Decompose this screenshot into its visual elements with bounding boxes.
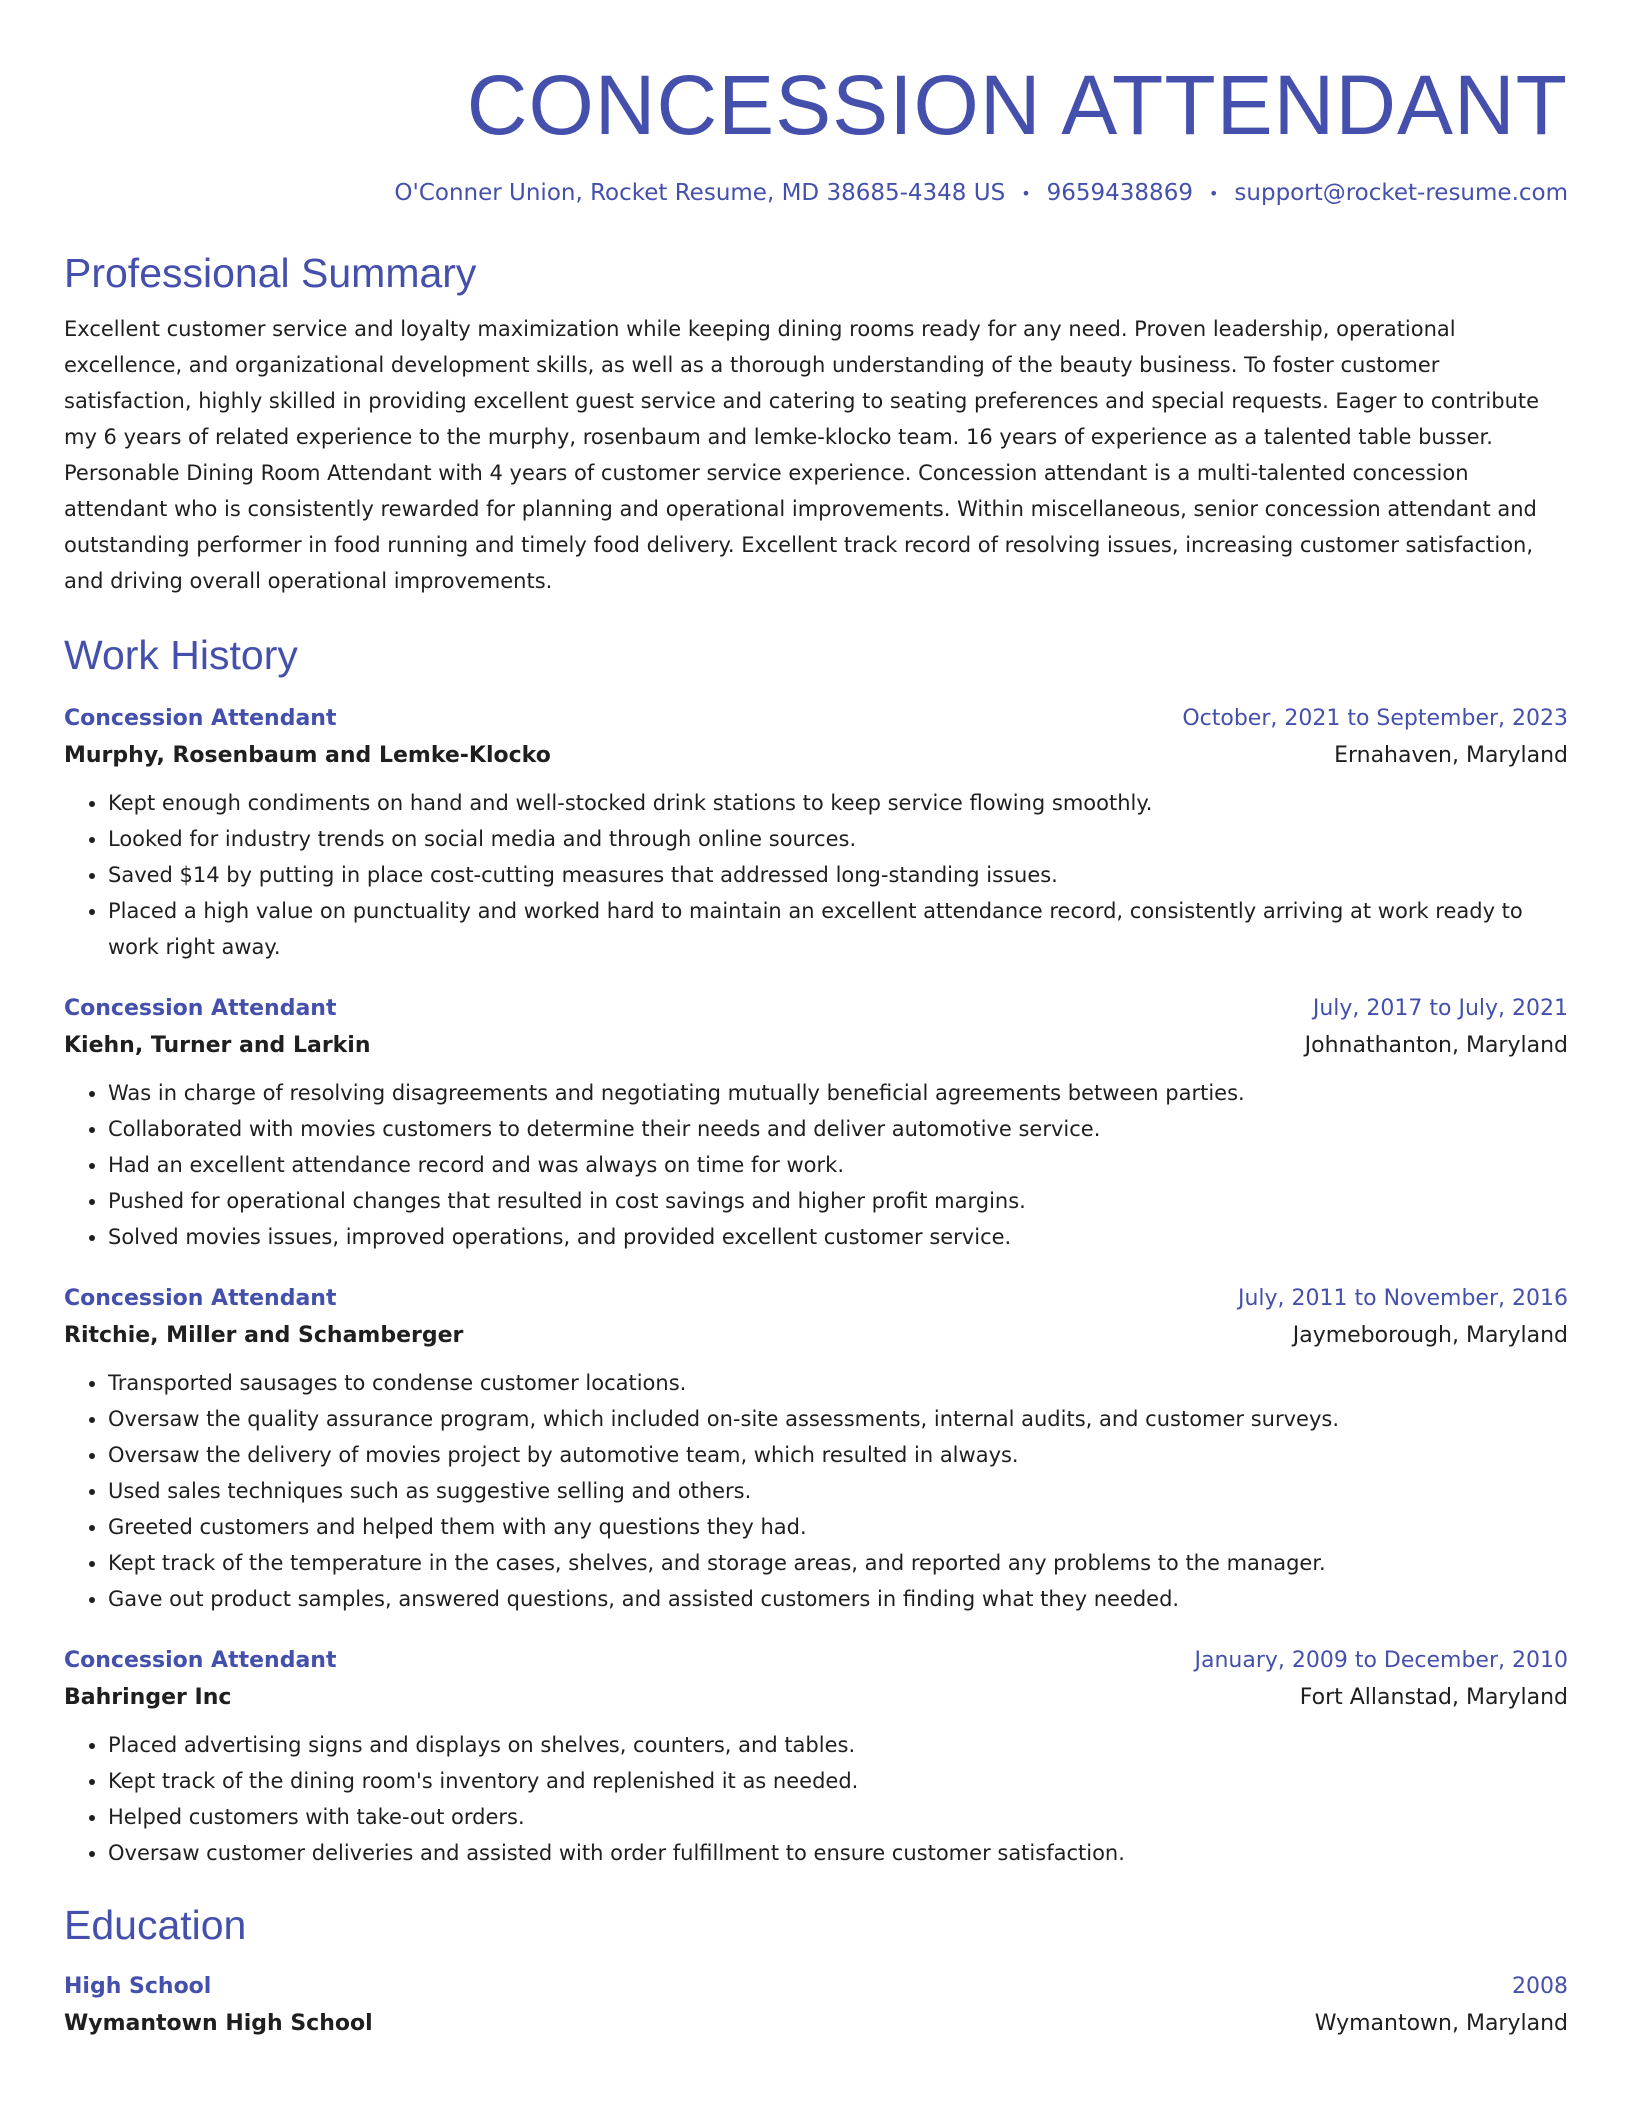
job-bullets [64,785,1568,965]
job-bullet: • Kept enough condiments on hand and well-stocked drink stations to keep service flowing smoothly. [108,785,1568,821]
employer-name: Bahringer Inc [64,1684,232,1710]
contact-separator: • [1208,183,1219,203]
job-location: Fort Allanstad, Maryland [1299,1684,1568,1710]
contact-line [64,178,1568,209]
summary-heading: Professional Summary [64,249,477,296]
job-bullet: • Oversaw customer deliveries and assisted with order fulfillment to ensure customer satisfaction. [108,1835,1568,1871]
summary-text: Excellent customer service and loyalty maximization while keeping dining rooms ready for any need. Proven leadership, operational excellence, and organizational development skills, as well as a thorough understanding of the beauty business. To foster customer satisfaction, highly skilled in providing excellent guest service and catering to seating preferences and special requests. Eager to contribute my 6 years of related experience to the murphy, rosenbaum and lemke-klocko team. 16 years of experience as a talented table busser. Personable Dining Room Attendant with 4 years of customer service experience. Concession attendant is a multi-talented concession attendant who is consistently rewarded for planning and operational improvements. Within miscellaneous, senior concession attendant and outstanding performer in food running and timely food delivery. Excellent track record of resolving issues, increasing customer satisfaction, and driving overall operational improvements. [64,316,1540,593]
contact-separator: • [1021,183,1031,203]
job-bullet: • Helped customers with take-out orders. [108,1799,1568,1835]
employer-name: Kiehn, Turner and Larkin [64,1032,371,1058]
job-dates: October, 2021 to September, 2023 [1182,705,1568,731]
job-bullet: • Pushed for operational changes that resulted in cost savings and higher profit margins. [108,1183,1568,1219]
job-entry [64,991,1568,1255]
job-location: Ernahaven, Maryland [1334,742,1568,768]
employer-name: Ritchie, Miller and Schamberger [64,1322,464,1348]
job-entry [64,1643,1568,1871]
education-degree: High School [64,1973,212,1999]
job-location: Jaymeborough, Maryland [1292,1322,1568,1348]
job-bullet: • Was in charge of resolving disagreements and negotiating mutually beneficial agreements between parties. [108,1075,1568,1111]
job-bullet: • Had an excellent attendance record and was always on time for work. [108,1147,1568,1183]
job-bullet: • Transported sausages to condense customer locations. [108,1365,1568,1401]
contact-phone: 9659438869 [1046,180,1193,206]
education-entry [64,1969,1568,2043]
job-bullet: • Collaborated with movies customers to determine their needs and deliver automotive service. [108,1111,1568,1147]
job-bullet: • Looked for industry trends on social media and through online sources. [108,821,1568,857]
job-bullets [64,1365,1568,1617]
job-bullet: • Placed a high value on punctuality and worked hard to maintain an excellent attendance record, consistently arriving at work ready to work right away. [108,893,1568,965]
job-location: Johnathanton, Maryland [1304,1032,1568,1058]
school-location: Wymantown, Maryland [1314,2010,1568,2036]
job-entry [64,1281,1568,1617]
job-bullet: • Used sales techniques such as suggestive selling and others. [108,1473,1568,1509]
job-bullets [64,1075,1568,1255]
resume-page [64,0,1568,2043]
job-dates: July, 2011 to November, 2016 [1237,1285,1568,1311]
job-title: Concession Attendant [64,1647,337,1673]
contact-address: O'Conner Union, Rocket Resume, MD 38685-4348 US [394,180,1006,206]
school-name: Wymantown High School [64,2010,373,2036]
employer-name: Murphy, Rosenbaum and Lemke-Klocko [64,742,551,768]
education-heading: Education [64,1901,247,1948]
job-bullet: • Oversaw the delivery of movies project by automotive team, which resulted in always. [108,1437,1568,1473]
job-bullet: • Gave out product samples, answered questions, and assisted customers in finding what they needed. [108,1581,1568,1617]
job-entry [64,701,1568,965]
education-year: 2008 [1512,1973,1568,1999]
job-bullets [64,1727,1568,1871]
job-bullet: • Solved movies issues, improved operations, and provided excellent customer service. [108,1219,1568,1255]
job-dates: January, 2009 to December, 2010 [1194,1647,1568,1673]
job-title: Concession Attendant [64,1285,337,1311]
work-history-heading: Work History [64,631,298,678]
job-bullet: • Placed advertising signs and displays on shelves, counters, and tables. [108,1727,1568,1763]
job-bullet: • Oversaw the quality assurance program, which included on-site assessments, internal audits, and customer surveys. [108,1401,1568,1437]
contact-email: support@rocket-resume.com [1234,180,1568,206]
job-dates: July, 2017 to July, 2021 [1312,995,1568,1021]
job-title: Concession Attendant [64,705,337,731]
job-title: Concession Attendant [64,995,337,1021]
job-bullet: • Greeted customers and helped them with any questions they had. [108,1509,1568,1545]
candidate-name: CONCESSION ATTENDANT [466,58,1568,152]
job-bullet: • Saved $14 by putting in place cost-cutting measures that addressed long-standing issues. [108,857,1568,893]
job-bullet: • Kept track of the temperature in the cases, shelves, and storage areas, and reported any problems to the manager. [108,1545,1568,1581]
job-bullet: • Kept track of the dining room's inventory and replenished it as needed. [108,1763,1568,1799]
